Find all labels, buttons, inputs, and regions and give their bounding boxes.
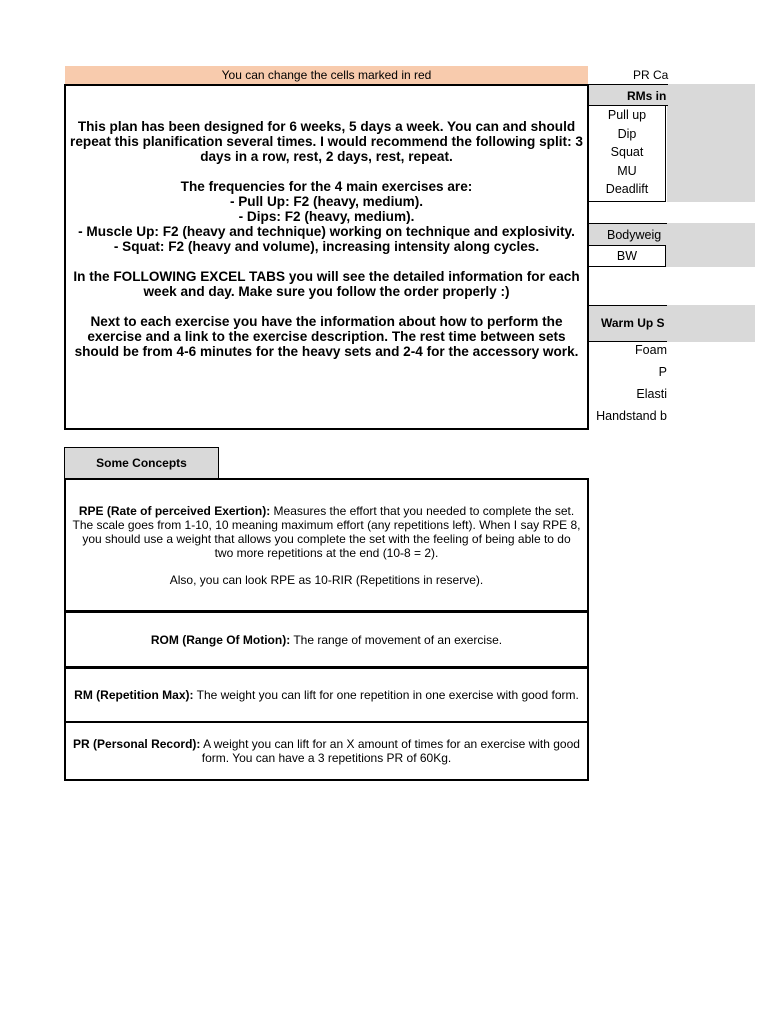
plan-frequency-pullup: - Pull Up: F2 (heavy, medium). [229,194,424,209]
plan-frequency-muscleup: - Muscle Up: F2 (heavy and technique) working on technique and explosivity. [78,224,575,239]
plan-frequencies-title: The frequencies for the 4 main exercises are: [180,179,473,194]
warmup-item-foam: Foam [635,343,667,357]
plan-frequency-squat: - Squat: F2 (heavy and volume), increasing intensity along cycles. [113,239,540,254]
bodyweight-cell[interactable]: BW [588,245,666,267]
concept-pr [64,722,589,781]
concept-pr-term: PR (Personal Record): [73,737,201,751]
warmup-header: Warm Up S [588,305,667,342]
concept-rpe-text: Measures the effort that you needed to complete the set. The scale goes from 1-10, 10 meaning maximum effort (any repetitions left). When I say RPE 8, you should use a weight that allows you complete the set with the feeling of being able to do two more repetitions at the end (10-8 = 2). [72,503,581,560]
concepts-tab: Some Concepts [64,447,219,479]
rms-item-squat: Squat [610,145,644,159]
concept-rm-text: The weight you can lift for one repetition in one exercise with good form. [193,688,579,702]
editable-cells-note: You can change the cells marked in red [65,66,588,84]
rms-header: RMs in [588,84,668,106]
rms-item-dip: Dip [617,126,637,141]
warmup-item-handstand: Handstand b [596,409,667,423]
rms-item-pullup: Pull up [607,108,647,122]
plan-paragraph-schedule: This plan has been designed for 6 weeks, 5 days a week. You can and should repeat this planification several times. I would recommend the following split: 3 days in a row, rest, 2 days, rest, repeat. [70,119,583,164]
warmup-item-elastic: Elasti [636,387,667,401]
rms-input-area[interactable] [667,84,755,202]
rms-item-mu: MU [617,163,637,178]
plan-description-text [66,119,587,359]
rms-exercise-list [588,106,666,202]
concept-rom [64,611,589,668]
concept-rpe [64,478,589,612]
concept-rom-text: The range of movement of an exercise. [290,632,503,647]
pr-calculator-label: PR Ca [633,68,669,82]
plan-paragraph-exercise-info: Next to each exercise you have the information about how to perform the exercise and a link to the exercise description. The rest time between sets should be from 4-6 minutes for the heavy sets and 2-4 for the accessory work. [74,314,579,359]
concept-rpe-term: RPE (Rate of perceived Exertion): [78,503,271,518]
concept-pr-text: A weight you can lift for an X amount of times for an exercise with good form. You can have a 3 repetitions PR of 60Kg. [200,737,580,765]
concept-rpe-definition [72,504,581,560]
concept-rom-term: ROM (Range Of Motion): [150,632,291,647]
concept-rm-term: RM (Repetition Max): [74,688,194,702]
concept-rm [64,668,589,723]
plan-paragraph-tabs: In the FOLLOWING EXCEL TABS you will see the detailed information for each week and day. Make sure you follow the order properly :) [73,269,580,299]
rms-item-deadlift: Deadlift [605,182,649,196]
concept-rpe-extra: Also, you can look RPE as 10-RIR (Repetitions in reserve). [169,572,484,587]
plan-frequency-dips: - Dips: F2 (heavy, medium). [238,209,415,224]
plan-description-box[interactable] [64,84,589,430]
warmup-item-p: P [658,365,667,379]
bodyweight-label: Bodyweig [588,223,667,245]
